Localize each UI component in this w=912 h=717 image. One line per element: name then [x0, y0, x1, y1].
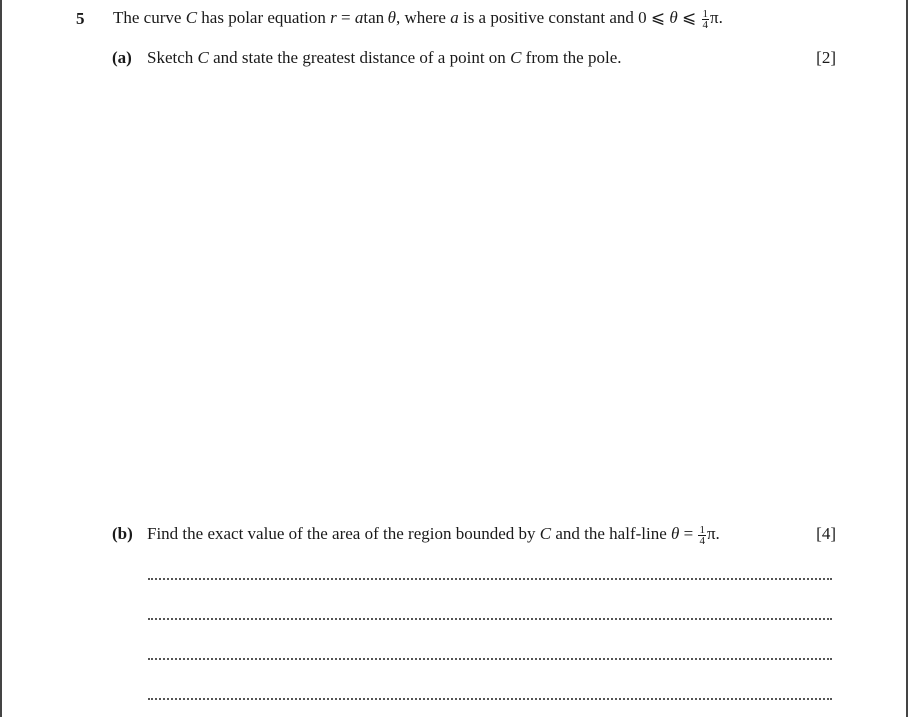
part-b-text-2: and the half-line [551, 524, 672, 543]
answer-line[interactable] [148, 618, 832, 620]
stem-pi: π. [710, 8, 723, 27]
part-b-text-1: Find the exact value of the area of the region bounded by [147, 524, 540, 543]
part-b-equals: = [679, 524, 698, 543]
question-number: 5 [76, 9, 85, 28]
part-b-fraction [698, 525, 706, 546]
stem-theta-symbol-2: θ [669, 8, 678, 27]
stem-a-symbol: a [354, 8, 364, 27]
stem-fraction [702, 9, 710, 30]
part-a-text-2: and state the greatest distance of a point on [208, 48, 511, 67]
part-b [112, 524, 720, 546]
part-a-text-1: Sketch [147, 48, 198, 67]
stem-tan: tan [363, 8, 385, 27]
part-a [112, 48, 622, 68]
part-b-label: (b) [112, 524, 133, 543]
part-b-theta-symbol: θ [671, 524, 680, 543]
answer-line[interactable] [148, 658, 832, 660]
part-b-marks: [4] [816, 524, 836, 543]
answer-line[interactable] [148, 578, 832, 580]
part-a-marks: [2] [816, 48, 836, 67]
part-a-curve-symbol-2: C [510, 48, 522, 67]
answer-line[interactable] [148, 698, 832, 700]
stem-text-4: is a positive constant and 0 ⩽ [458, 8, 670, 27]
stem-equals: = [336, 8, 355, 27]
stem-text-2: has polar equation [197, 8, 331, 27]
question-stem [113, 8, 723, 30]
stem-r-symbol: r [330, 8, 337, 27]
stem-text-5: ⩽ [677, 8, 701, 27]
stem-text-1: The curve [113, 8, 186, 27]
part-b-curve-symbol: C [539, 524, 552, 543]
part-b-fraction-denominator: 4 [699, 534, 705, 547]
stem-text-3: , where [395, 8, 451, 27]
part-a-label: (a) [112, 48, 132, 67]
part-a-text-3: from the pole. [521, 48, 622, 67]
stem-theta-symbol: θ [387, 8, 396, 27]
part-b-pi: π. [706, 524, 720, 543]
stem-curve-symbol: C [185, 8, 198, 27]
stem-fraction-numerator: 1 [702, 7, 708, 20]
stem-a-symbol-2: a [450, 8, 459, 27]
part-b-fraction-numerator: 1 [699, 523, 705, 536]
stem-fraction-denominator: 4 [702, 18, 708, 31]
part-a-curve-symbol: C [197, 48, 209, 67]
